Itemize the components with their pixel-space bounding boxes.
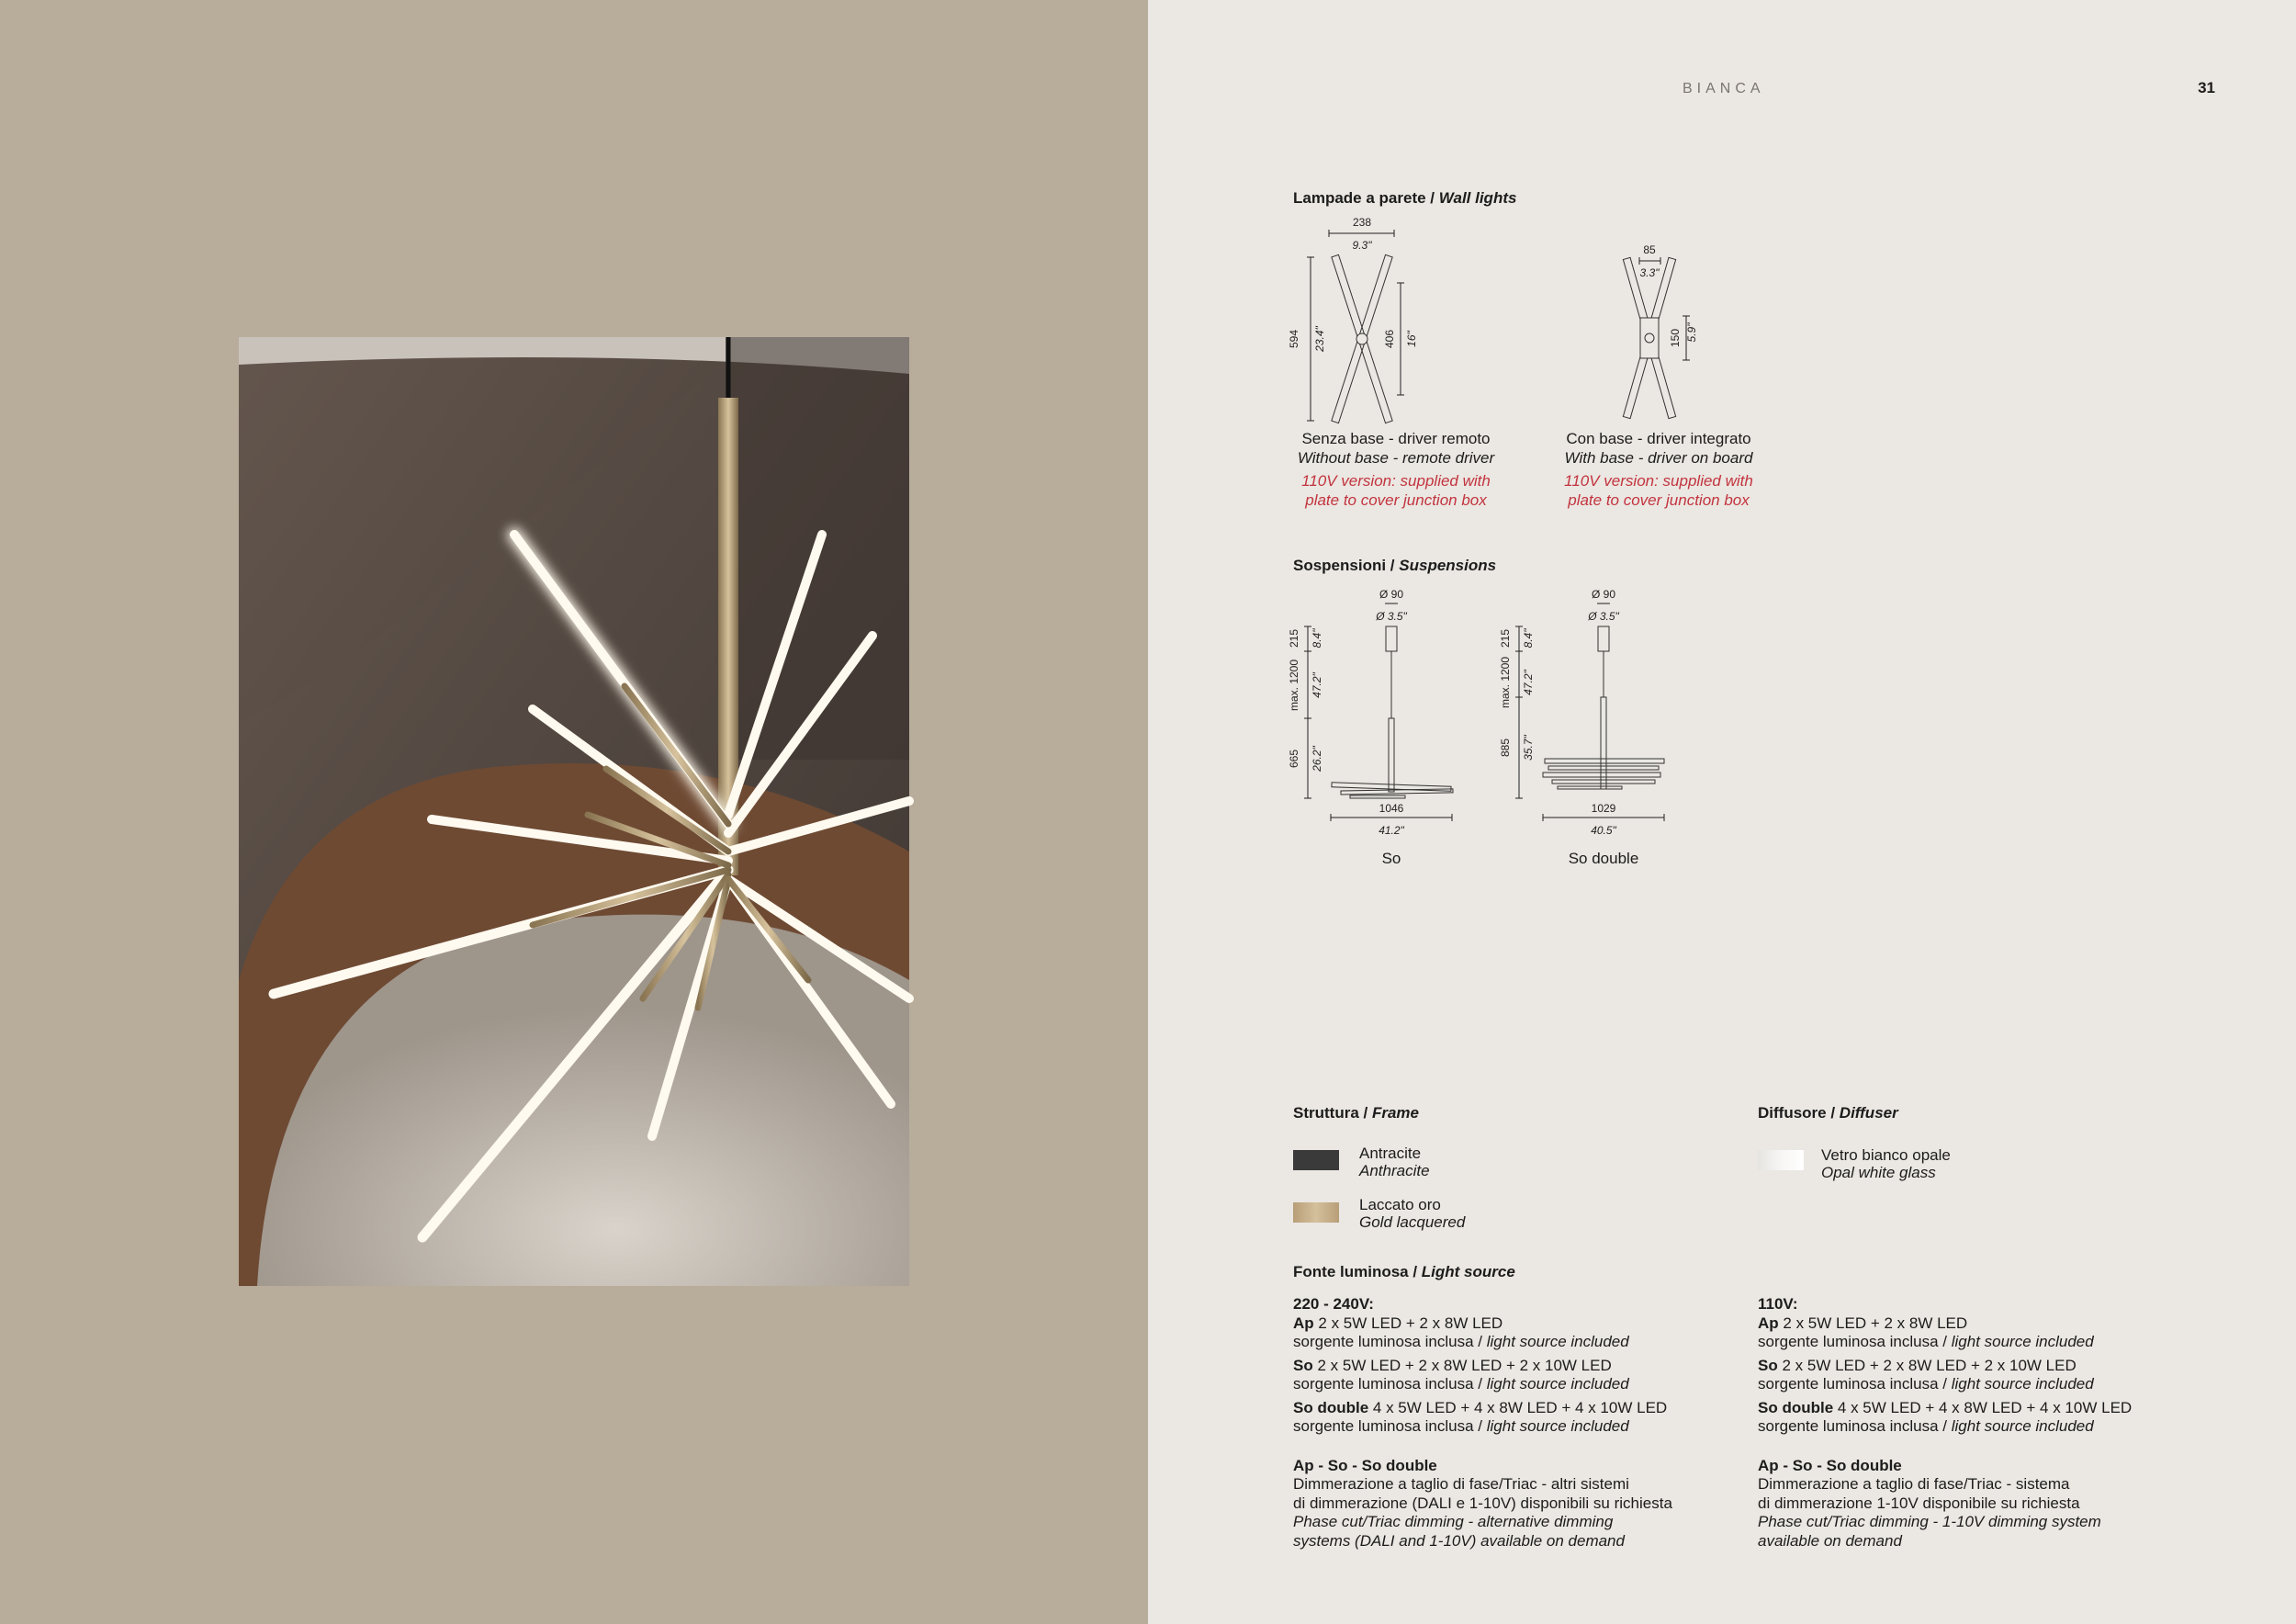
c2-r2-model: So <box>1758 1356 1778 1374</box>
wall-title-it: Lampade a parete / <box>1293 189 1435 207</box>
c2-r1-inc-it: sorgente luminosa inclusa / <box>1758 1333 1952 1350</box>
product-photo <box>239 337 909 1286</box>
c2-dimming-it-1: Dimmerazione a taglio di fase/Triac - sistema <box>1758 1475 2070 1493</box>
finish-anthracite-it: Antracite <box>1359 1145 1422 1162</box>
wall1-label-it: Senza base - driver remoto <box>1301 430 1491 447</box>
c2-r3-model: So double <box>1758 1398 1834 1416</box>
wall2-width-mm: 85 <box>1643 243 1656 256</box>
sod-width-in: 40.5" <box>1591 824 1616 837</box>
so-body-mm: 665 <box>1288 749 1300 769</box>
wall-lights-title <box>1293 189 1516 208</box>
c1-r2-inc-it: sorgente luminosa inclusa / <box>1293 1375 1487 1393</box>
sod-cable-mm: max. 1200 <box>1499 656 1512 709</box>
sod-canopy-mm: Ø 90 <box>1591 588 1616 601</box>
c1-dimming-en-2: systems (DALI and 1-10V) available on demand <box>1293 1531 1625 1550</box>
c1-r1-inc-it: sorgente luminosa inclusa / <box>1293 1333 1487 1350</box>
wall2-label-it: Con base - driver integrato <box>1566 430 1751 447</box>
light-source-title <box>1293 1263 1515 1281</box>
brand-header: BIANCA <box>1683 81 1765 96</box>
wall2-inner-mm: 150 <box>1669 328 1682 348</box>
c1-dimming-title: Ap - So - So double <box>1293 1456 1437 1474</box>
c1-dimming-en-1: Phase cut/Triac dimming - alternative dimming <box>1293 1513 1614 1530</box>
so-canopy-mm: Ø 90 <box>1379 588 1404 601</box>
wall2-label-en: With base - driver on board <box>1564 449 1753 467</box>
frame-title <box>1293 1104 1419 1122</box>
wall1-label-en: Without base - remote driver <box>1297 449 1495 467</box>
c1-r1-model: Ap <box>1293 1314 1314 1332</box>
c2-dimming-title: Ap - So - So double <box>1758 1456 1902 1474</box>
so-cable-in: 47.2" <box>1311 672 1323 698</box>
c1-r2-spec: 2 x 5W LED + 2 x 8W LED + 2 x 10W LED <box>1312 1356 1612 1374</box>
wall1-height-mm: 594 <box>1288 329 1300 349</box>
wall2-note-1: 110V version: supplied with <box>1564 472 1753 490</box>
wall1-width-mm: 238 <box>1352 216 1372 229</box>
c1-dimming-it-2: di dimmerazione (DALI e 1-10V) disponibili su richiesta <box>1293 1494 1672 1512</box>
suspension-drawing-so-double <box>1497 582 1681 844</box>
sod-body-in: 35.7" <box>1522 735 1535 761</box>
wall2-width-in: 3.3" <box>1639 266 1660 279</box>
sod-cable-in: 47.2" <box>1522 670 1535 695</box>
finish-opal-it: Vetro bianco opale <box>1821 1146 1951 1164</box>
light-title-it: Fonte luminosa / <box>1293 1263 1418 1280</box>
c1-r3-spec: 4 x 5W LED + 4 x 8W LED + 4 x 10W LED <box>1368 1398 1668 1416</box>
c2-dimming-en-1: Phase cut/Triac dimming - 1-10V dimming system <box>1758 1513 2101 1530</box>
c2-r1-inc-en: light source included <box>1951 1333 2094 1350</box>
c2-r1-model: Ap <box>1758 1314 1779 1332</box>
swatch-anthracite <box>1293 1150 1339 1170</box>
so-double-name: So double <box>1568 850 1639 867</box>
c1-r1-spec: 2 x 5W LED + 2 x 8W LED <box>1313 1314 1503 1332</box>
so-cable-mm: max. 1200 <box>1288 659 1300 712</box>
c1-r2-model: So <box>1293 1356 1313 1374</box>
wall1-height-in: 23.4" <box>1313 326 1326 352</box>
frame-title-it: Struttura / <box>1293 1104 1368 1122</box>
wall1-inner-mm: 406 <box>1383 329 1396 349</box>
wall-light-drawing-2 <box>1552 239 1699 427</box>
page-number: 31 <box>2198 79 2215 96</box>
c2-r3-inc-it: sorgente luminosa inclusa / <box>1758 1417 1952 1435</box>
wall-light-caption-1 <box>1277 429 1515 510</box>
light-source-column-1 <box>1293 1295 1734 1551</box>
finish-opal-en: Opal white glass <box>1821 1164 1936 1181</box>
c1-r2-inc-en: light source included <box>1486 1375 1629 1393</box>
finish-anthracite <box>1359 1145 1430 1179</box>
so-top-in: 8.4" <box>1311 628 1323 648</box>
wall1-inner-in: 16" <box>1405 331 1418 347</box>
finish-gold <box>1359 1196 1465 1231</box>
light-title-en: Light source <box>1421 1263 1515 1280</box>
swatch-gold <box>1293 1202 1339 1223</box>
c2-r1-spec: 2 x 5W LED + 2 x 8W LED <box>1778 1314 1968 1332</box>
so-width-mm: 1046 <box>1379 802 1404 815</box>
sod-body-mm: 885 <box>1499 738 1512 758</box>
so-canopy-in: Ø 3.5" <box>1376 610 1407 623</box>
light-source-column-2 <box>1758 1295 2199 1551</box>
suspension-drawing-so <box>1286 582 1469 844</box>
wall2-inner-in: 5.9" <box>1685 322 1698 343</box>
diffuser-title-it: Diffusore / <box>1758 1104 1836 1122</box>
finish-anthracite-en: Anthracite <box>1359 1162 1430 1179</box>
so-name: So <box>1381 850 1401 867</box>
diffuser-title-en: Diffuser <box>1839 1104 1898 1122</box>
voltage-2: 110V: <box>1758 1295 1798 1313</box>
wall-title-en: Wall lights <box>1438 189 1517 207</box>
susp-title-en: Suspensions <box>1399 557 1497 574</box>
so-body-in: 26.2" <box>1311 746 1323 772</box>
sod-width-mm: 1029 <box>1591 802 1616 815</box>
c2-dimming-it-2: di dimmerazione 1-10V disponibile su richiesta <box>1758 1494 2080 1512</box>
finish-gold-en: Gold lacquered <box>1359 1213 1466 1231</box>
c1-r3-inc-it: sorgente luminosa inclusa / <box>1293 1417 1487 1435</box>
wall-light-drawing-1 <box>1290 213 1456 429</box>
finish-opal <box>1821 1146 1951 1181</box>
sod-top-in: 8.4" <box>1522 628 1535 648</box>
sod-canopy-in: Ø 3.5" <box>1588 610 1619 623</box>
diffuser-title <box>1758 1104 1898 1122</box>
wall1-width-in: 9.3" <box>1352 239 1372 252</box>
suspensions-title <box>1293 557 1496 575</box>
c2-dimming-en-2: available on demand <box>1758 1531 1902 1550</box>
c2-r2-inc-en: light source included <box>1951 1375 2094 1393</box>
finish-gold-it: Laccato oro <box>1359 1196 1441 1213</box>
susp-title-it: Sospensioni / <box>1293 557 1395 574</box>
voltage-1: 220 - 240V: <box>1293 1295 1374 1313</box>
c2-r2-spec: 2 x 5W LED + 2 x 8W LED + 2 x 10W LED <box>1777 1356 2077 1374</box>
c2-r3-spec: 4 x 5W LED + 4 x 8W LED + 4 x 10W LED <box>1833 1398 2133 1416</box>
so-top-mm: 215 <box>1288 628 1300 648</box>
c1-r1-inc-en: light source included <box>1486 1333 1629 1350</box>
c1-r3-model: So double <box>1293 1398 1369 1416</box>
wall-light-caption-2 <box>1539 429 1778 510</box>
c2-r2-inc-it: sorgente luminosa inclusa / <box>1758 1375 1952 1393</box>
c2-r3-inc-en: light source included <box>1951 1417 2094 1435</box>
c1-r3-inc-en: light source included <box>1486 1417 1629 1435</box>
so-width-in: 41.2" <box>1379 824 1404 837</box>
sod-top-mm: 215 <box>1499 628 1512 648</box>
c1-dimming-it-1: Dimmerazione a taglio di fase/Triac - altri sistemi <box>1293 1475 1629 1493</box>
wall1-note-1: 110V version: supplied with <box>1301 472 1491 490</box>
wall2-note-2: plate to cover junction box <box>1568 491 1750 509</box>
wall1-note-2: plate to cover junction box <box>1305 491 1487 509</box>
swatch-opal <box>1758 1150 1804 1170</box>
frame-title-en: Frame <box>1371 1104 1419 1122</box>
